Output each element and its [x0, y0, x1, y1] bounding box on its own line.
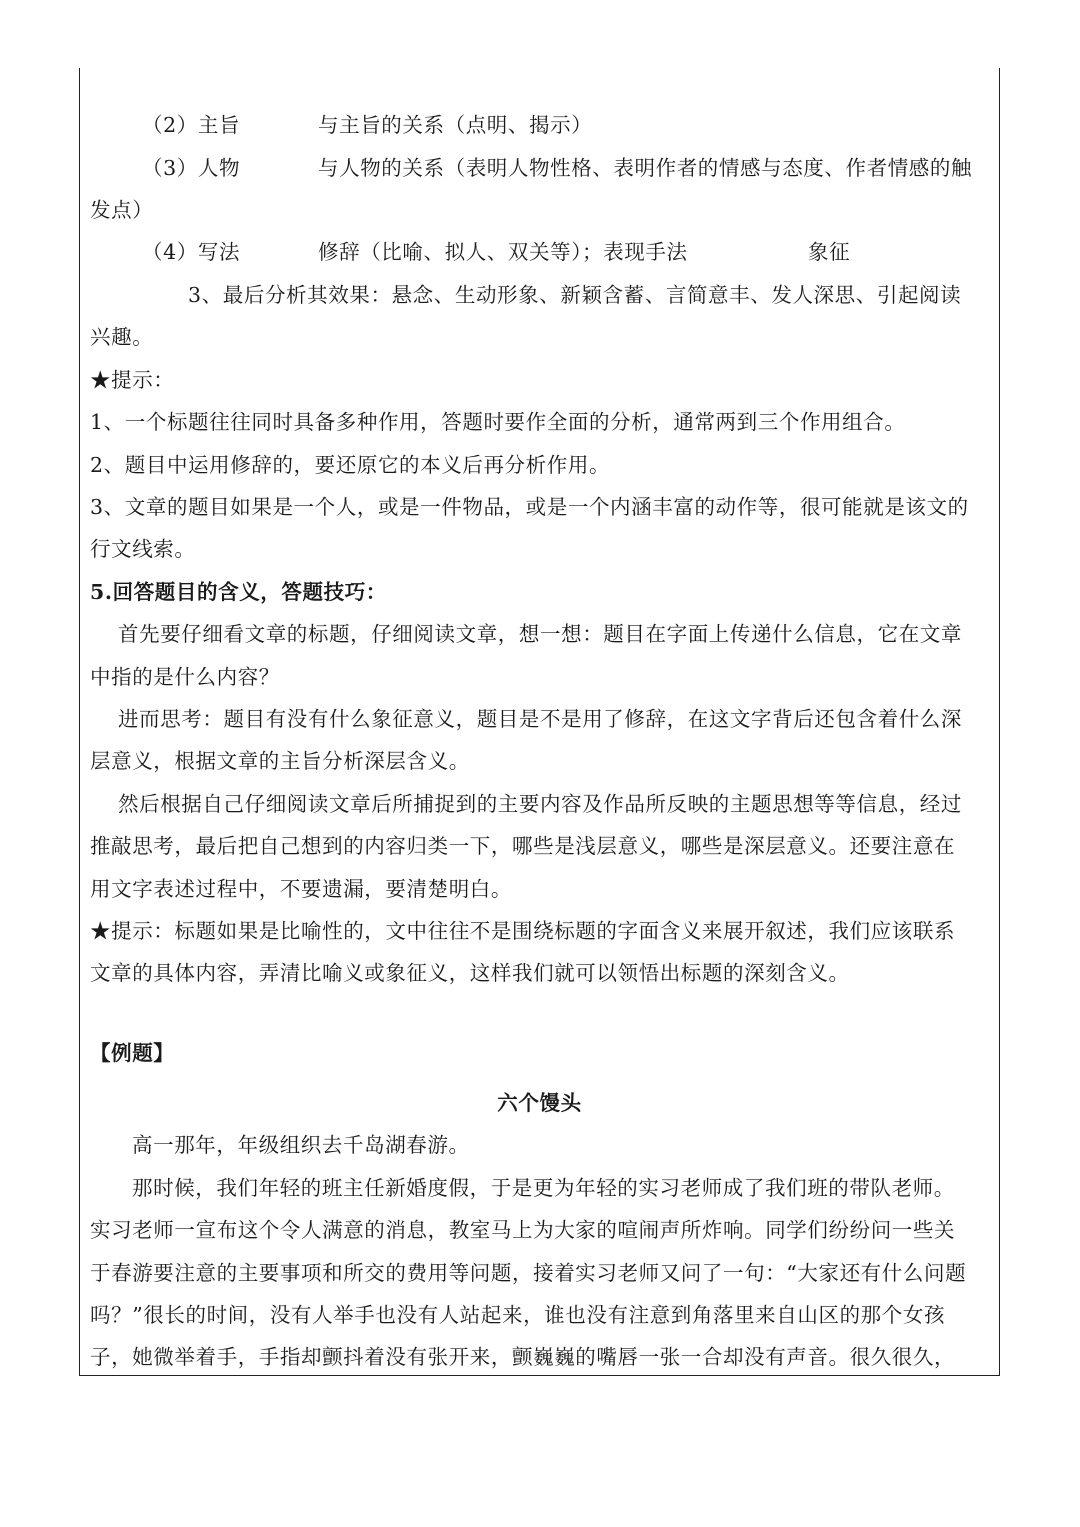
text-line: 行文线索。	[90, 537, 196, 561]
text-line: 兴趣。	[90, 325, 154, 349]
text-line: 层意义，根据文章的主旨分析深层含义。	[90, 749, 470, 773]
text-line: 高一那年，年级组织去千岛湖春游。	[132, 1133, 470, 1157]
text-line: （3）人物	[142, 156, 241, 180]
text-line: 吗？”很长的时间，没有人举手也没有人站起来，谁也没有注意到角落里来自山区的那个女孩	[90, 1303, 946, 1327]
text-line: 发点）	[90, 198, 154, 222]
text-line: 象征	[808, 240, 851, 264]
text-line: 3、文章的题目如果是一个人，或是一件物品，或是一个内涵丰富的动作等，很可能就是该文的	[90, 495, 969, 519]
text-line: 3、最后分析其效果：悬念、生动形象、新颖含蓄、言简意丰、发人深思、引起阅读	[188, 283, 962, 307]
text-line: ★提示：标题如果是比喻性的，文中往往不是围绕标题的字面含义来展开叙述，我们应该联系	[90, 919, 956, 943]
hint-heading: ★提示：	[90, 368, 175, 392]
text-line: （2）主旨	[142, 113, 241, 137]
text-line: 实习老师一宣布这个令人满意的消息，教室马上为大家的喧闹声所炸响。同学们纷纷问一些关	[90, 1218, 956, 1242]
text-line: 进而思考：题目有没有什么象征意义，题目是不是用了修辞，在这文字背后还包含着什么深	[118, 707, 962, 731]
text-line: 子，她微举着手，手指却颤抖着没有张开来，颤巍巍的嘴唇一张一合却没有声音。很久很久，	[90, 1345, 956, 1369]
text-line: 推敲思考，最后把自己想到的内容归类一下，哪些是浅层意义，哪些是深层意义。还要注意在	[90, 834, 956, 858]
section-heading: 5.回答题目的含义，答题技巧：	[90, 580, 387, 604]
example-title: 六个馒头	[497, 1091, 582, 1115]
text-line: 于春游要注意的主要事项和所交的费用等问题，接着实习老师又问了一句：“大家还有什么问题	[90, 1261, 967, 1285]
text-line: 然后根据自己仔细阅读文章后所捕捉到的主要内容及作品所反映的主题思想等等信息，经过	[118, 792, 962, 816]
text-line: 1、一个标题往往同时具备多种作用，答题时要作全面的分析，通常两到三个作用组合。	[90, 410, 906, 434]
example-heading: 【例题】	[90, 1041, 175, 1065]
text-line: 2、题目中运用修辞的，要还原它的本义后再分析作用。	[90, 453, 611, 477]
text-line: 那时候，我们年轻的班主任新婚度假，于是更为年轻的实习老师成了我们班的带队老师。	[132, 1176, 955, 1200]
text-line: 与主旨的关系（点明、揭示）	[318, 113, 593, 137]
text-line: 中指的是什么内容？	[90, 665, 280, 689]
text-line: 文章的具体内容，弄清比喻义或象征义，这样我们就可以领悟出标题的深刻含义。	[90, 961, 850, 985]
document-table-cell	[79, 68, 1000, 1376]
text-line: 修辞（比喻、拟人、双关等）；表现手法	[318, 240, 688, 264]
text-line: 首先要仔细看文章的标题，仔细阅读文章，想一想：题目在字面上传递什么信息，它在文章	[118, 622, 962, 646]
text-line: 用文字表述过程中，不要遗漏，要清楚明白。	[90, 877, 512, 901]
text-line: 与人物的关系（表明人物性格、表明作者的情感与态度、作者情感的触	[318, 156, 973, 180]
text-line: （4）写法	[142, 240, 241, 264]
